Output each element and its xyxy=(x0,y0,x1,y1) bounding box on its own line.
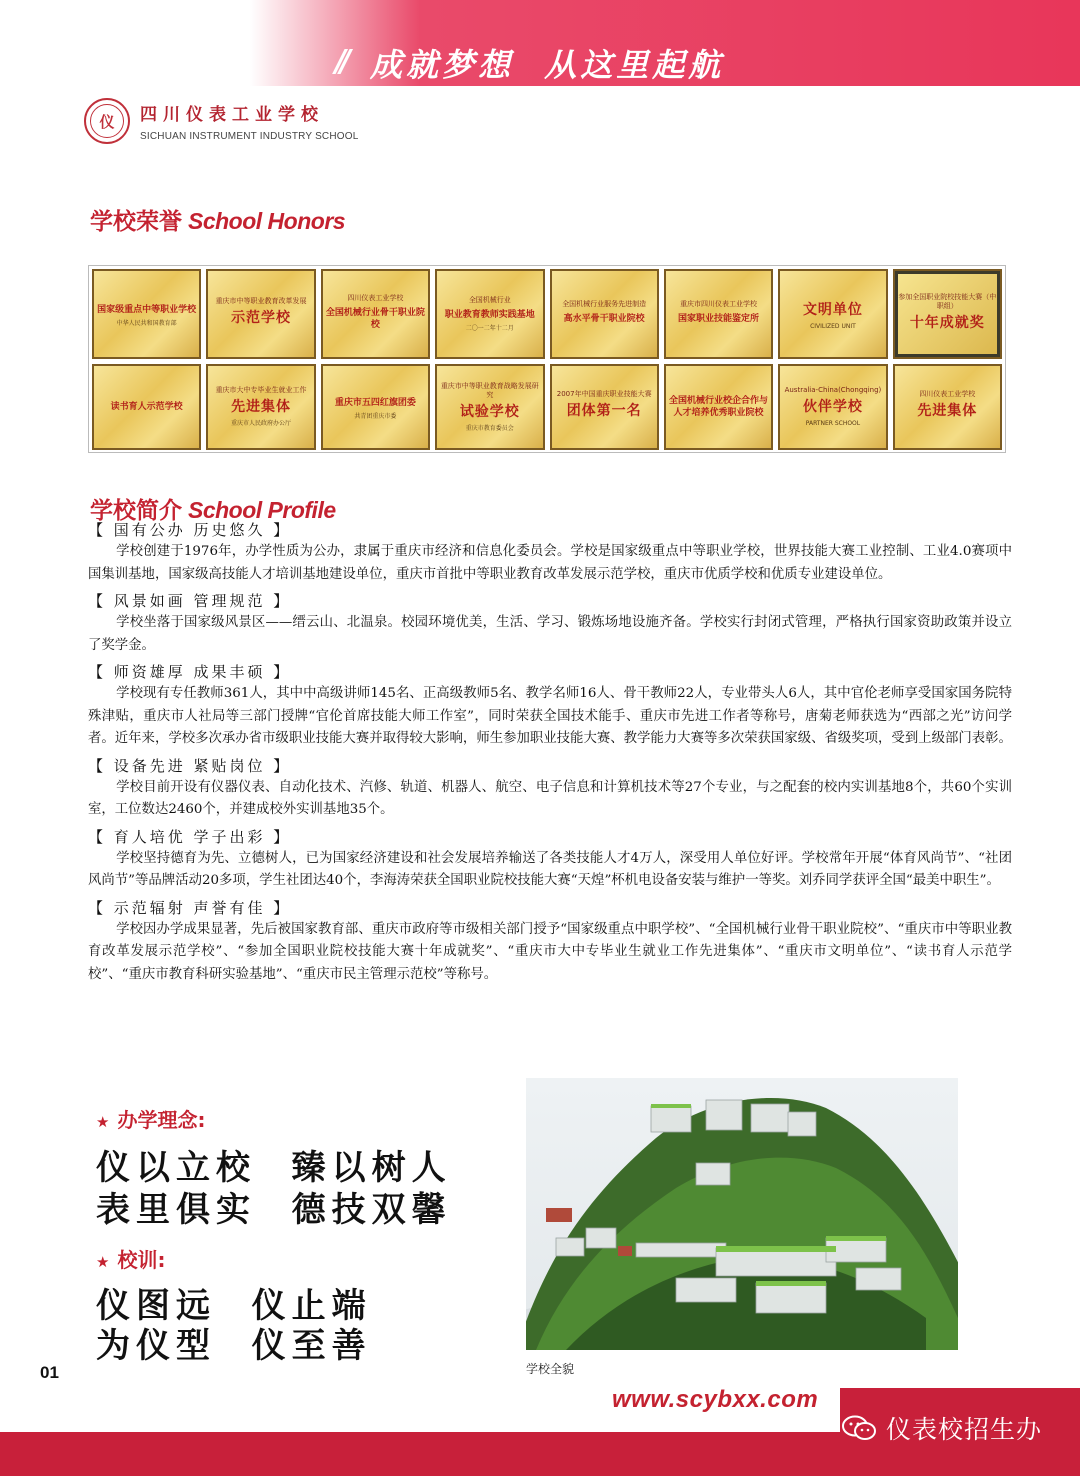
plaque-title: 国家职业技能鉴定所 xyxy=(678,313,760,324)
plaque-title: 先进集体 xyxy=(917,403,978,419)
plaque-top-text: 重庆市四川仪表工业学校 xyxy=(680,299,758,308)
plaque-title: 先进集体 xyxy=(231,399,292,415)
honor-plaque xyxy=(550,269,659,359)
honors-title-en: School Honors xyxy=(188,208,346,234)
plaque-title: 高水平骨干职业院校 xyxy=(563,313,645,324)
plaque-top-text: 重庆市中等职业教育战略发展研究 xyxy=(440,381,539,399)
plaque-top-text: 参加全国职业院校技能大赛（中职组） xyxy=(898,292,997,310)
profile-title-en: School Profile xyxy=(188,497,336,523)
plaque-issuer: 共青团重庆市委 xyxy=(354,413,397,420)
plaque-issuer: 重庆市人民政府办公厅 xyxy=(231,420,292,427)
honor-plaque xyxy=(321,364,430,450)
honor-plaque xyxy=(778,364,887,450)
section-text: 学校创建于1976年，办学性质为公办，隶属于重庆市经济和信息化委员会。学校是国家级重点中等职业学校，世界技能大赛工业控制、工业4.0赛项中国集训基地，国家级高技能人才培训基地建设单位，重庆市首批中等职业教育改革发展示范学校，重庆市优质学校和优质专业建设单位。 xyxy=(88,544,1012,582)
profile-title-cn: 学校简介 xyxy=(90,498,182,524)
plaque-title: 重庆市五四红旗团委 xyxy=(334,398,416,408)
plaque-title: 十年成就奖 xyxy=(909,314,985,331)
plaque-top-text: 重庆市中等职业教育改革发展 xyxy=(215,297,307,305)
honors-plaque-wall xyxy=(88,265,1006,453)
honor-plaque xyxy=(435,364,544,450)
section-heading: 【 设备先进 紧贴岗位 】 xyxy=(88,756,292,775)
plaque-issuer: 二〇一二年十二月 xyxy=(465,324,514,332)
philosophy-line-2: 表里俱实 德技双馨 xyxy=(96,1190,452,1230)
plaque-top-text: 四川仪表工业学校 xyxy=(347,293,404,302)
section-text: 学校现有专任教师361人，其中中高级讲师145名、正高级教师5名、教学名师16人、骨干教师22人，专业带头人6人，其中官伦老师享受国家国务院特殊津贴，重庆市人社局等三部门授牌“官伦首席技能大师工作室”，同时荣获全国技术能手、重庆市先进工作者等称号，唐菊老师获选为“西部之光”访问学者。近年来，学校多次承办省市级职业技能大赛并取得较大影响，师生参加职业技能大赛、教学能力大赛等多次荣获国家级、省级奖项，受到上级部门表彰。 xyxy=(88,686,1012,746)
philosophy-line-1: 仪以立校 臻以树人 xyxy=(96,1148,452,1188)
honor-plaque xyxy=(664,364,773,450)
plaque-title: 示范学校 xyxy=(231,310,292,326)
page-number: 01 xyxy=(40,1363,59,1382)
philosophy-label-text: 办学理念: xyxy=(117,1108,206,1132)
plaque-top-text: 全国机械行业 xyxy=(468,295,511,304)
section-text: 学校坚持德育为先、立德树人，已为国家经济建设和社会发展培养输送了各类技能人才4万人，深受用人单位好评。学校常年开展“体育风尚节”、“社团风尚节”等品牌活动20多项，学生社团达40个，李海涛荣获全国职业院校技能大赛“天煌”杯机电设备安装与维护一等奖。刘乔同学获评全国“最美中职生”。 xyxy=(88,850,1012,888)
plaque-title: 读书育人示范学校 xyxy=(110,402,183,412)
honor-plaque xyxy=(893,364,1002,450)
plaque-top-text: Australia-China(Chongqing) xyxy=(784,386,882,394)
plaque-title: 职业教育教师实践基地 xyxy=(444,309,535,320)
star-icon: ★ xyxy=(96,1253,110,1271)
plaque-title: 国家级重点中等职业学校 xyxy=(97,305,197,315)
plaque-top-text: 2007年中国重庆职业技能大赛 xyxy=(556,390,652,398)
section-text: 学校因办学成果显著，先后被国家教育部、重庆市政府等市级相关部门授予“国家级重点中职学校”、“全国机械行业骨干职业院校”、“重庆市中等职业教育改革发展示范学校”、“参加全国职业院校技能大赛十年成就奖”、“重庆市大中专毕业生就业工作先进集体”、“重庆市文明单位”、“读书育人示范学校”、“重庆市教育科研实验基地”、“重庆市民主管理示范校”等称号。 xyxy=(88,921,1012,982)
banner-slogan: 成就梦想 从这里起航 xyxy=(370,46,725,84)
seal-glyph: 仪 xyxy=(99,112,115,131)
honors-heading xyxy=(90,203,345,236)
plaque-top-text: 重庆市大中专毕业生就业工作 xyxy=(215,386,307,394)
section-heading: 【 国有公办 历史悠久 】 xyxy=(88,521,292,539)
philosophy-label xyxy=(96,1104,205,1133)
honor-plaque xyxy=(206,364,315,450)
plaque-issuer: 中华人民共和国教育部 xyxy=(116,320,177,327)
school-logo xyxy=(84,98,359,144)
top-banner xyxy=(0,0,1080,86)
plaque-top-text: 全国机械行业服务先进制造 xyxy=(562,299,647,308)
honor-plaque xyxy=(321,269,430,359)
honor-plaque xyxy=(550,364,659,450)
banner-slashes: // xyxy=(335,44,345,79)
star-icon: ★ xyxy=(96,1113,110,1131)
motto-label xyxy=(96,1244,165,1273)
section-text: 学校坐落于国家级风景区——缙云山、北温泉。校园环境优美，生活、学习、锻炼场地设施齐备。学校实行封闭式管理，严格执行国家资助政策并设立了奖学金。 xyxy=(88,615,1012,653)
honor-plaque xyxy=(92,269,201,359)
section-heading: 【 育人培优 学子出彩 】 xyxy=(88,827,292,846)
honor-plaque xyxy=(435,269,544,359)
wechat-icon xyxy=(842,1415,876,1441)
wechat-account-name: 仪表校招生办 xyxy=(886,1415,1043,1444)
campus-model-photo xyxy=(526,1078,958,1350)
school-name-en: SICHUAN INSTRUMENT INDUSTRY SCHOOL xyxy=(140,131,359,142)
wechat-account xyxy=(842,1410,1042,1446)
profile-body xyxy=(88,519,1012,986)
section-heading: 【 师资雄厚 成果丰硕 】 xyxy=(88,663,292,681)
motto-label-text: 校训: xyxy=(117,1248,166,1272)
section-heading: 【 示范辐射 声誉有佳 】 xyxy=(88,898,292,917)
campus-model-illustration xyxy=(526,1078,958,1350)
photo-caption: 学校全貌 xyxy=(526,1362,575,1376)
honor-plaque xyxy=(206,269,315,359)
honor-plaque xyxy=(778,269,887,359)
plaque-top-text: 四川仪表工业学校 xyxy=(919,390,976,398)
plaque-title: 全国机械行业骨干职业院校 xyxy=(325,307,425,330)
website-link[interactable]: www.scybxx.com xyxy=(612,1386,819,1413)
plaque-title: 伙伴学校 xyxy=(802,399,863,415)
school-seal-icon xyxy=(84,98,130,144)
plaque-title: 试验学校 xyxy=(459,403,520,420)
section-heading: 【 风景如画 管理规范 】 xyxy=(88,592,292,610)
plaque-title: 文明单位 xyxy=(802,301,863,318)
plaque-issuer: 重庆市教育委员会 xyxy=(465,424,514,432)
honor-plaque xyxy=(664,269,773,359)
honors-title-cn: 学校荣誉 xyxy=(90,209,182,235)
motto-line-1: 仪图远 仪止端 xyxy=(96,1286,372,1326)
plaque-issuer: CIVILIZED UNIT xyxy=(810,322,856,330)
honor-plaque xyxy=(893,269,1002,359)
plaque-title: 全国机械行业校企合作与人才培养优秀职业院校 xyxy=(669,396,769,418)
school-name-cn: 四川仪表工业学校 xyxy=(140,105,324,125)
motto-line-2: 为仪型 仪至善 xyxy=(96,1326,372,1366)
plaque-issuer: PARTNER SCHOOL xyxy=(805,420,861,427)
plaque-title: 团体第一名 xyxy=(566,403,642,419)
section-text: 学校目前开设有仪器仪表、自动化技术、汽修、轨道、机器人、航空、电子信息和计算机技术等27个专业，与之配套的校内实训基地8个，共60个实训室，工位数达2460个，并建成校外实训基地35个。 xyxy=(88,779,1012,817)
honor-plaque xyxy=(92,364,201,450)
